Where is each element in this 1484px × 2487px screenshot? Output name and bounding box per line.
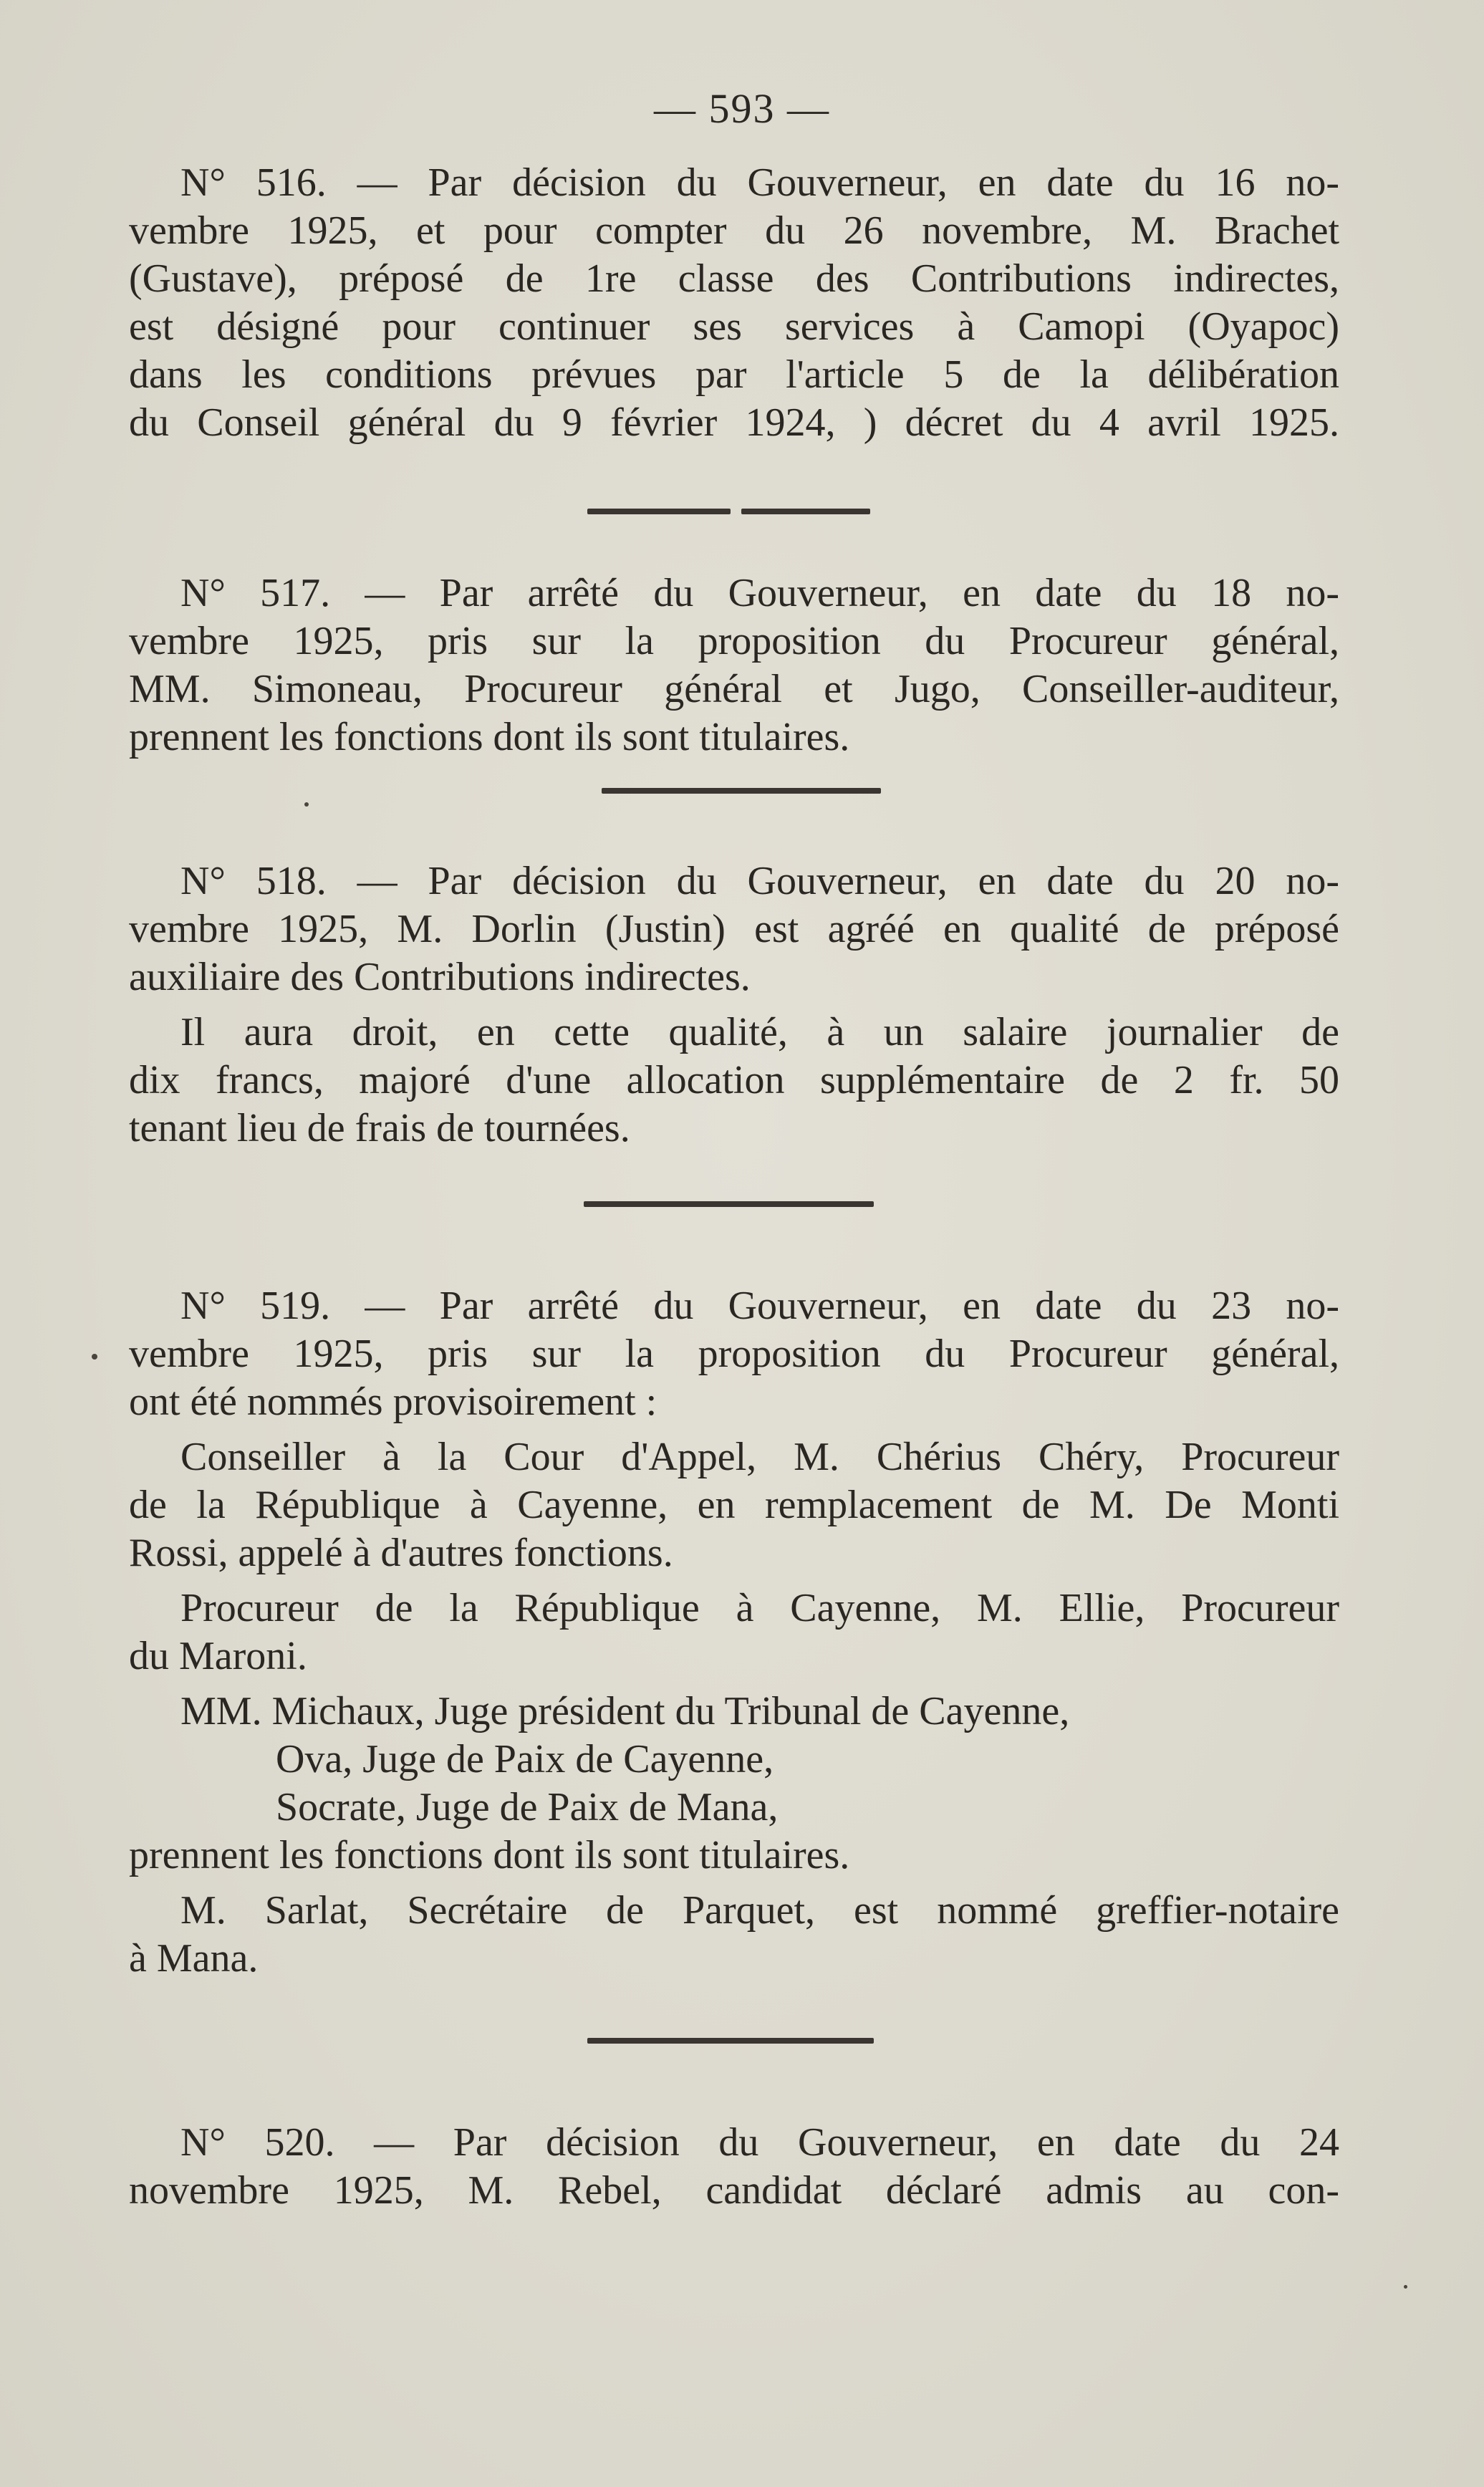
text-line: tenant lieu de frais de tournées. <box>129 1106 630 1150</box>
text-line: Rossi, appelé à d'autres fonctions. <box>129 1531 673 1575</box>
text-line: ont été nommés provisoirement : <box>129 1380 657 1424</box>
text-line: dans les conditions prévues par l'article 5 de la délibération <box>129 352 1339 397</box>
text-line: novembre 1925, M. Rebel, candidat déclaré admis au con- <box>129 2168 1339 2213</box>
entry-518 <box>129 857 1339 1153</box>
separator-rule <box>0 788 1484 794</box>
text-line: Conseiller à la Cour d'Appel, M. Chérius Chéry, Procureur <box>180 1435 1339 1479</box>
entry-517 <box>129 569 1339 761</box>
page-number: — 593 — <box>654 85 830 132</box>
separator-rule <box>0 2038 1484 2044</box>
text-line: (Gustave), préposé de 1re classe des Contributions indirectes, <box>129 256 1339 301</box>
text-line: à Mana. <box>129 1936 259 1981</box>
text-line: Ova, Juge de Paix de Cayenne, <box>276 1737 774 1781</box>
separator-rule <box>0 509 1484 514</box>
text-line: Il aura droit, en cette qualité, à un salaire journalier de <box>180 1010 1339 1054</box>
text-line: M. Sarlat, Secrétaire de Parquet, est nommé greffier-notaire <box>180 1888 1339 1933</box>
text-line: N° 518. — Par décision du Gouverneur, en date du 20 no- <box>180 859 1339 903</box>
speck <box>304 802 309 807</box>
entry-516 <box>129 159 1339 447</box>
text-line: N° 516. — Par décision du Gouverneur, en date du 16 no- <box>180 160 1339 205</box>
text-line: vembre 1925, M. Dorlin (Justin) est agréé en qualité de préposé <box>129 907 1339 951</box>
text-line: MM. Simoneau, Procureur général et Jugo, Conseiller-auditeur, <box>129 667 1339 711</box>
text-line: est désigné pour continuer ses services à Camopi (Oyapoc) <box>129 304 1339 349</box>
text-line: du Conseil général du 9 février 1924, ) décret du 4 avril 1925. <box>129 400 1339 445</box>
text-line: de la République à Cayenne, en remplacement de M. De Monti <box>129 1483 1339 1527</box>
text-line: du Maroni. <box>129 1634 307 1678</box>
text-line: N° 520. — Par décision du Gouverneur, en date du 24 <box>180 2120 1339 2165</box>
text-line: prennent les fonctions dont ils sont titulaires. <box>129 1833 850 1877</box>
text-line: Procureur de la République à Cayenne, M. Ellie, Procureur <box>180 1586 1339 1630</box>
text-line: dix francs, majoré d'une allocation supplémentaire de 2 fr. 50 <box>129 1058 1339 1102</box>
entry-520 <box>129 2119 1339 2215</box>
text-line: MM. Michaux, Juge président du Tribunal de Cayenne, <box>180 1689 1070 1733</box>
speck <box>92 1354 97 1360</box>
text-line: N° 517. — Par arrêté du Gouverneur, en date du 18 no- <box>180 571 1339 615</box>
text-line: N° 519. — Par arrêté du Gouverneur, en date du 23 no- <box>180 1284 1339 1328</box>
text-line: auxiliaire des Contributions indirectes. <box>129 955 751 999</box>
text-line: vembre 1925, pris sur la proposition du Procureur général, <box>129 619 1339 663</box>
entry-519 <box>129 1282 1339 1983</box>
text-line: vembre 1925, et pour compter du 26 novembre, M. Brachet <box>129 208 1339 253</box>
text-line: prennent les fonctions dont ils sont titulaires. <box>129 715 850 759</box>
text-line: Socrate, Juge de Paix de Mana, <box>276 1785 779 1829</box>
separator-rule <box>0 1201 1484 1207</box>
text-line: vembre 1925, pris sur la proposition du Procureur général, <box>129 1332 1339 1376</box>
speck <box>1404 2285 1407 2289</box>
